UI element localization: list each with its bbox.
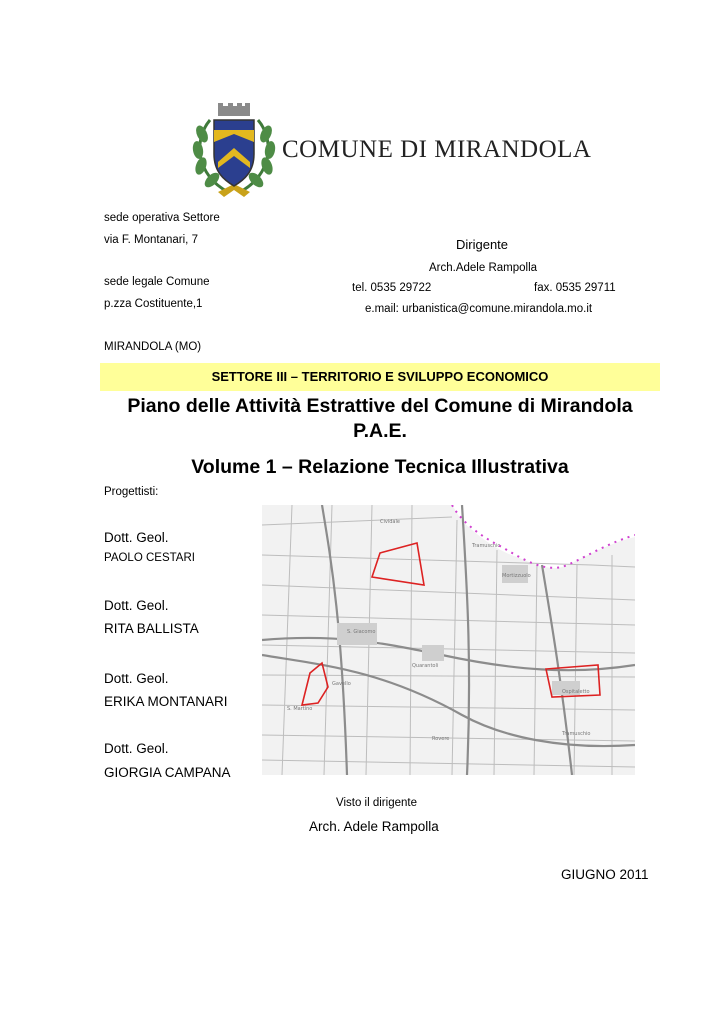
progettisti-label: Progettisti: [104,486,159,498]
svg-text:Tramuschio: Tramuschio [562,731,591,737]
svg-text:Tramuschio: Tramuschio [472,543,501,549]
svg-text:Ospitaletto: Ospitaletto [562,689,590,695]
progettista-title: Dott. Geol. [104,530,169,545]
volume-title: Volume 1 – Relazione Tecnica Illustrativa [191,456,569,478]
svg-text:Cividale: Cividale [380,519,400,525]
city: MIRANDOLA (MO) [104,341,202,353]
progettista-title: Dott. Geol. [104,598,169,613]
sede-legale-label: sede legale Comune [104,276,210,288]
logo-title: COMUNE DI MIRANDOLA [282,136,592,163]
progettista-title: Dott. Geol. [104,671,169,686]
main-title: Piano delle Attività Estrattive del Comune di Mirandola [127,395,633,417]
dirigente-title: Dirigente [456,237,509,252]
visto-name: Arch. Adele Rampolla [309,819,439,834]
sector-band [100,363,660,391]
progettista-name: ERIKA MONTANARI [104,694,228,709]
sede-legale-address: p.zza Costituente,1 [104,298,203,310]
svg-text:S. Giacomo: S. Giacomo [347,629,376,635]
svg-text:Quarantoli: Quarantoli [412,663,439,669]
svg-text:Gavello: Gavello [332,681,351,687]
sede-operativa-label: sede operativa Settore [104,212,220,224]
svg-text:S. Martino: S. Martino [287,706,313,712]
svg-text:Mortizzuolo: Mortizzuolo [502,573,531,579]
progettista-name: PAOLO CESTARI [104,552,195,564]
map-image [262,505,635,775]
progettista-name: GIORGIA CAMPANA [104,765,231,780]
dirigente-name: Arch.Adele Rampolla [429,262,538,274]
sede-operativa-address: via F. Montanari, 7 [104,234,198,246]
progettista-title: Dott. Geol. [104,741,169,756]
territory-map [262,505,635,775]
document-date: GIUGNO 2011 [561,867,649,882]
visto-label: Visto il dirigente [336,797,417,809]
dirigente-tel: tel. 0535 29722 [352,282,432,294]
sector-title: SETTORE III – TERRITORIO E SVILUPPO ECONOMICO [211,369,549,384]
dirigente-email[interactable]: e.mail: urbanistica@comune.mirandola.mo.it [365,303,593,315]
progettista-name: RITA BALLISTA [104,621,199,636]
main-title-acronym: P.A.E. [353,420,407,442]
dirigente-fax: fax. 0535 29711 [534,282,616,294]
svg-text:Rovere: Rovere [432,736,450,742]
